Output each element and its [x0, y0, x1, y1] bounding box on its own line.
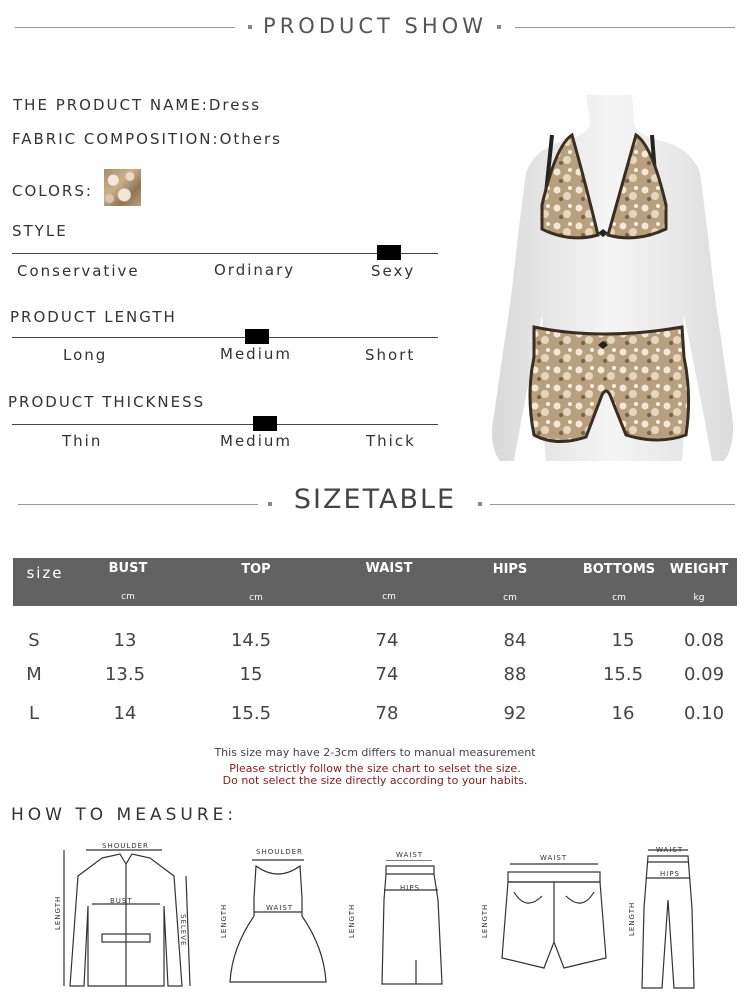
skirt-measure-icon — [376, 860, 446, 988]
dress-length-label: LENGTH — [220, 903, 228, 938]
table-cell: 92 — [503, 703, 527, 724]
col-unit-weight: kg — [693, 593, 705, 603]
jacket-sleeve-label: SELEVE — [179, 914, 187, 947]
col-header-weight: WEIGHT — [669, 562, 729, 577]
table-cell: 16 — [611, 703, 635, 724]
col-unit-bust: cm — [121, 592, 135, 602]
col-unit-waist: cm — [382, 592, 396, 602]
table-cell: M — [26, 664, 42, 685]
table-cell: 0.08 — [683, 630, 725, 651]
size-warning-1: Please strictly follow the size chart to selset the size. — [229, 762, 521, 775]
table-cell: 15 — [239, 664, 263, 685]
sizetable-dot-right — [478, 502, 482, 506]
fabric-row — [12, 130, 282, 148]
product-photo — [486, 95, 738, 467]
fabric-label: FABRIC COMPOSITION: — [12, 130, 220, 148]
col-header-hips: HIPS — [492, 562, 528, 577]
table-cell: 88 — [503, 664, 527, 685]
length-scale-line — [12, 337, 438, 338]
dress-measure-icon — [228, 858, 328, 986]
col-header-size: size — [26, 564, 64, 582]
table-cell: 74 — [375, 664, 399, 685]
col-header-bust: BUST — [108, 561, 148, 576]
how-to-measure-title: HOW TO MEASURE: — [11, 805, 238, 825]
thickness-scale-line — [12, 424, 438, 425]
pants-hips-label: HIPS — [660, 870, 680, 878]
table-cell: 84 — [503, 630, 527, 651]
thickness-scale-marker — [253, 416, 277, 431]
length-label-short: Short — [365, 346, 416, 364]
table-cell: 14 — [113, 703, 137, 724]
skirt-hips-label: HIPS — [400, 884, 420, 892]
col-header-bottoms: BOTTOMS — [582, 562, 656, 577]
jacket-length-label: LENGTH — [54, 895, 62, 930]
thickness-label-thin: Thin — [62, 432, 103, 450]
table-cell: 74 — [375, 630, 399, 651]
table-cell: 14.5 — [230, 630, 272, 651]
product-name-label: THE PRODUCT NAME: — [13, 96, 209, 114]
shorts-measure-icon — [496, 862, 612, 974]
thickness-scale-title: PRODUCT THICKNESS — [8, 393, 206, 411]
pants-length-label: LENGTH — [628, 901, 636, 936]
col-unit-top: cm — [249, 593, 263, 603]
fabric-value: Others — [219, 130, 282, 148]
jacket-shoulder-label: SHOULDER — [102, 842, 149, 850]
table-cell: S — [28, 630, 40, 651]
style-scale-marker — [377, 245, 401, 260]
table-cell: 0.09 — [683, 664, 725, 685]
style-label-sexy: Sexy — [371, 262, 416, 280]
length-label-medium: Medium — [220, 345, 292, 363]
product-name-row — [13, 96, 261, 114]
table-cell: L — [28, 703, 40, 724]
size-warning-2: Do not select the size directly according to your habits. — [222, 774, 528, 787]
table-cell: 15.5 — [602, 664, 644, 685]
thickness-label-medium: Medium — [220, 432, 292, 450]
col-unit-bottoms: cm — [612, 593, 626, 603]
table-cell: 13.5 — [104, 664, 146, 685]
table-cell: 15 — [611, 630, 635, 651]
jacket-bust-label: BUST — [110, 897, 133, 905]
style-scale-line — [12, 253, 438, 254]
table-cell: 15.5 — [230, 703, 272, 724]
color-swatch[interactable] — [104, 169, 141, 206]
style-label-conservative: Conservative — [17, 262, 140, 280]
header-rule-right — [515, 27, 735, 28]
col-header-top: TOP — [241, 562, 271, 577]
shorts-waist-label: WAIST — [540, 854, 568, 862]
length-label-long: Long — [63, 346, 108, 364]
table-cell: 0.10 — [683, 703, 725, 724]
product-name-value: Dress — [208, 96, 262, 114]
col-header-waist: WAIST — [365, 561, 413, 576]
jacket-measure-icon — [62, 846, 192, 992]
table-cell: 13 — [113, 630, 137, 651]
length-scale-title: PRODUCT LENGTH — [10, 308, 177, 326]
style-label-ordinary: Ordinary — [214, 261, 296, 279]
col-unit-hips: cm — [503, 593, 517, 603]
length-scale-marker — [245, 329, 269, 344]
skirt-waist-label: WAIST — [396, 851, 424, 859]
colors-label: COLORS: — [12, 182, 93, 200]
sizetable-rule-right — [490, 504, 735, 505]
style-scale-title: STYLE — [12, 222, 68, 240]
skirt-length-label: LENGTH — [348, 903, 356, 938]
header-dot-right — [497, 25, 501, 29]
size-note: This size may have 2-3cm differs to manual measurement — [214, 746, 536, 759]
size-table-header — [13, 558, 737, 606]
sizetable-title: SIZETABLE — [293, 484, 457, 515]
pants-waist-label: WAIST — [656, 846, 684, 854]
dress-waist-label: WAIST — [266, 904, 294, 912]
thickness-label-thick: Thick — [366, 432, 416, 450]
table-cell: 78 — [375, 703, 399, 724]
dress-shoulder-label: SHOULDER — [256, 848, 303, 856]
page-title: PRODUCT SHOW — [263, 14, 487, 38]
shorts-length-label: LENGTH — [481, 903, 489, 938]
